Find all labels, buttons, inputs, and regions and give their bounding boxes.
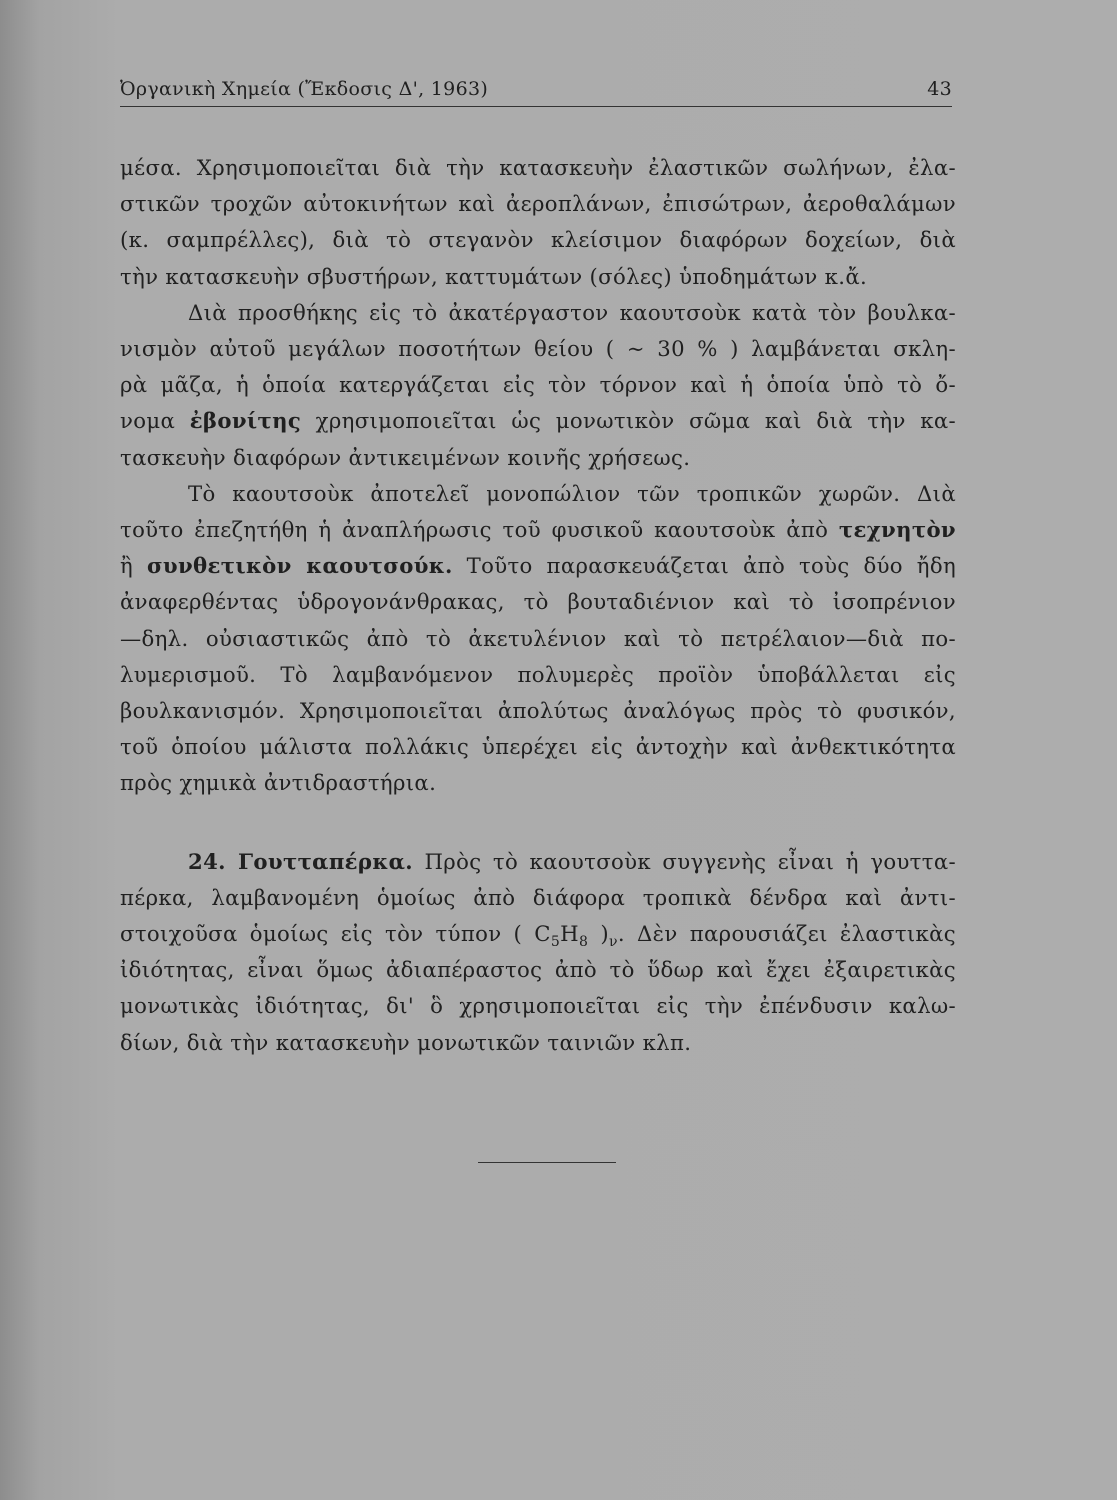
text-line: στικῶν τροχῶν αὐτοκινήτων καὶ ἀεροπλάνων, ἐπισώτρων, ἀεροθαλάμων <box>120 191 956 217</box>
text-line <box>120 403 956 439</box>
text-line: τὴν κατασκευὴν σβυστήρων, καττυμάτων (σόλες) ὑποδημάτων κ.ἄ. <box>120 263 868 289</box>
text-line: ἀναφερθέντας ὑδρογονάνθρακας, τὸ βουταδιένιον καὶ τὸ ἰσοπρένιον <box>120 589 956 615</box>
text-line: λυμερισμοῦ. Τὸ λαμβανόμενον πολυμερὲς προϊὸν ὑποβάλλεται εἰς <box>120 661 956 687</box>
text-fragment: Τοῦτο παρασκευάζεται ἀπὸ τοὺς δύο ἤδη <box>452 553 957 579</box>
text-line: τοῦ ὁποίου μάλιστα πολλάκις ὑπερέχει εἰς ἀντοχὴν καὶ ἀνθεκτικότητα <box>120 734 956 760</box>
section-24 <box>120 844 956 1061</box>
text-fragment: ) <box>588 921 609 947</box>
body-text <box>120 150 956 1061</box>
text-line: (κ. σαμπρέλλες), διὰ τὸ στεγανὸν κλείσιμον διαφόρων δοχείων, διὰ <box>120 227 956 253</box>
text-line: νισμὸν αὐτοῦ μεγάλων ποσοτήτων θείου ( ∼ 30 % ) λαμβάνεται σκλη- <box>120 336 956 362</box>
text-line: ἰδιότητας, εἶναι ὅμως ἀδιαπέραστος ἀπὸ τὸ ὕδωρ καὶ ἔχει ἐξαιρετικὰς <box>120 957 956 983</box>
term-synthetic-rubber: συνθετικὸν καουτσούκ. <box>146 553 453 579</box>
text-line: ρὰ μᾶζα, ἡ ὁποία κατεργάζεται εἰς τὸν τόρνον καὶ ἡ ὁποία ὑπὸ τὸ ὄ- <box>120 372 956 398</box>
term-ebonite: ἐβονίτης <box>189 408 302 434</box>
section-gap <box>120 802 956 844</box>
text-line: —δηλ. οὐσιαστικῶς ἀπὸ τὸ ἀκετυλένιον καὶ τὸ πετρέλαιον—διὰ πο- <box>120 625 956 651</box>
header-title: Ὀργανικὴ Χημεία (Ἔκδοσις Δ', 1963) <box>120 78 489 100</box>
text-fragment: ἢ <box>120 553 147 579</box>
subscript: ν <box>608 934 618 951</box>
paragraph-3 <box>120 476 956 802</box>
text-line <box>120 844 956 880</box>
text-line: μέσα. Χρησιμοποιεῖται διὰ τὴν κατασκευὴν ἐλαστικῶν σωλήνων, ἐλα- <box>120 155 956 180</box>
text-fragment: νομα <box>120 408 190 434</box>
text-fragment: τοῦτο ἐπεζητήθη ἡ ἀναπλήρωσις τοῦ φυσικοῦ καουτσοὺκ ἀπὸ <box>120 517 839 543</box>
subscript: 5 <box>550 934 561 951</box>
subscript: 8 <box>578 934 589 951</box>
text-fragment: H <box>560 921 579 947</box>
section-heading: 24. Γουτταπέρκα. <box>188 848 413 874</box>
text-line: πρὸς χημικὰ ἀντιδραστήρια. <box>120 770 437 796</box>
term-artificial: τεχνητὸν <box>838 517 956 543</box>
running-header <box>120 78 952 107</box>
text-line: βουλκανισμόν. Χρησιμοποιεῖται ἀπολύτως ἀναλόγως πρὸς τὸ φυσικόν, <box>120 698 956 724</box>
text-line <box>120 512 956 548</box>
end-rule <box>478 1162 616 1163</box>
page-number: 43 <box>927 78 952 100</box>
text-line: τασκευὴν διαφόρων ἀντικειμένων κοινῆς χρήσεως. <box>120 444 691 470</box>
text-line <box>120 916 956 952</box>
text-line: δίων, διὰ τὴν κατασκευὴν μονωτικῶν ταινιῶν κλπ. <box>120 1029 692 1055</box>
text-line: Τὸ καουτσοὺκ ἀποτελεῖ μονοπώλιον τῶν τροπικῶν χωρῶν. Διὰ <box>188 480 956 506</box>
paragraph-2 <box>120 295 956 476</box>
text-line: Διὰ προσθήκης εἰς τὸ ἀκατέργαστον καουτσοὺκ κατὰ τὸν βουλκα- <box>188 299 956 325</box>
text-line: πέρκα, λαμβανομένη ὁμοίως ἀπὸ διάφορα τροπικὰ δένδρα καὶ ἀντι- <box>120 884 956 910</box>
text-line <box>120 548 956 584</box>
text-line: μονωτικὰς ἰδιότητας, δι' ὃ χρησιμοποιεῖται εἰς τὴν ἐπένδυσιν καλω- <box>120 993 956 1019</box>
text-fragment: Πρὸς τὸ καουτσοὺκ συγγενὴς εἶναι ἡ γουττα- <box>412 848 956 874</box>
text-fragment: στοιχοῦσα ὁμοίως εἰς τὸν τύπον ( C <box>120 921 551 947</box>
paragraph-1 <box>120 150 956 295</box>
text-fragment: χρησιμοποιεῖται ὡς μονωτικὸν σῶμα καὶ διὰ τὴν κα- <box>301 408 956 434</box>
text-fragment: . Δὲν παρουσιάζει ἐλαστικὰς <box>617 921 957 947</box>
